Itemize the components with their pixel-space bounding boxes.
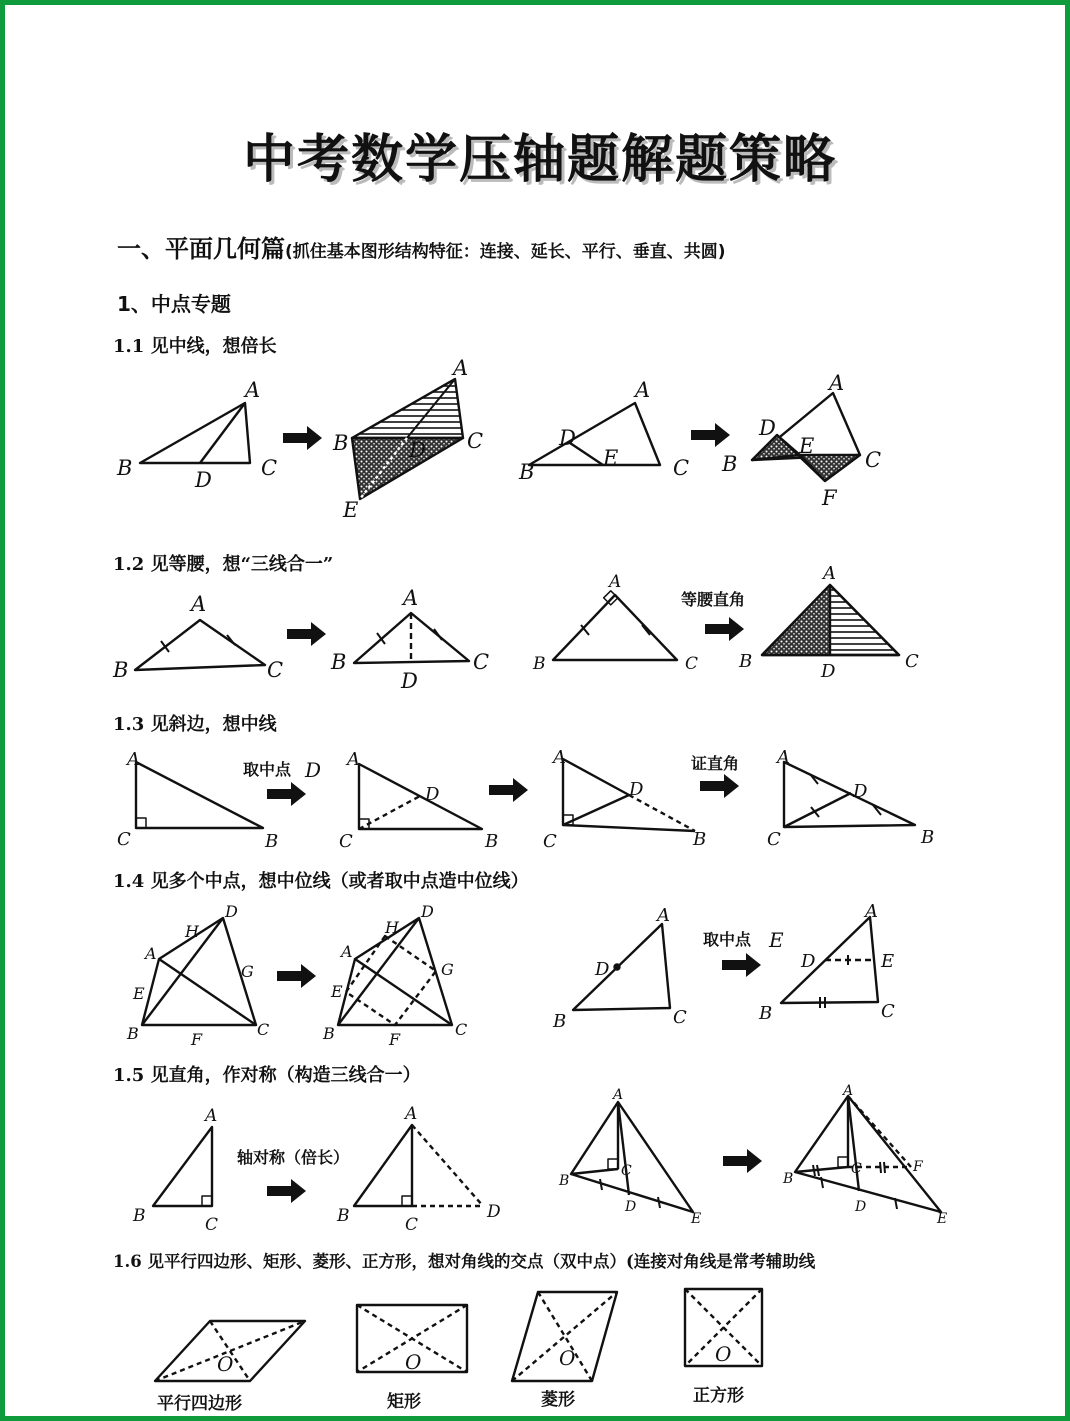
fig-1-1c <box>529 403 660 465</box>
annotation-take-midpoint: 取中点 <box>243 760 292 779</box>
topic-heading: 1、中点专题 <box>117 292 231 316</box>
label-c: C <box>905 651 919 672</box>
shape-name-square: 正方形 <box>693 1386 744 1406</box>
label-b: B <box>333 431 349 455</box>
label-b: B <box>921 827 935 848</box>
label-b: B <box>331 650 347 674</box>
label-a: A <box>127 749 140 770</box>
fig-1-1a <box>140 403 250 463</box>
fig-1-4c <box>573 924 670 1010</box>
label-f: F <box>822 486 837 510</box>
label-b: B <box>533 654 546 674</box>
label-b: B <box>519 460 535 484</box>
label-e: E <box>799 434 815 458</box>
annotation-take-midpoint: 取中点 <box>703 930 752 949</box>
label-h: H <box>185 922 199 941</box>
fig-1-2d <box>762 585 899 655</box>
subsection-1-1: 1.1 见中线，想倍长 <box>113 336 277 357</box>
label-d: D <box>559 426 576 450</box>
label-a: A <box>403 586 419 610</box>
fig-1-2c <box>553 591 677 660</box>
label-c: C <box>339 831 353 852</box>
label-c: C <box>267 658 284 682</box>
label-c: C <box>543 831 557 852</box>
label-b: B <box>117 456 133 480</box>
fig-1-4a <box>142 918 256 1025</box>
label-a: A <box>453 356 469 380</box>
annotation-axis-symmetry: 轴对称（倍长） <box>237 1148 350 1167</box>
arrow-icon <box>723 1149 762 1173</box>
label-d: D <box>401 669 418 693</box>
fig-1-5b <box>354 1125 483 1206</box>
label-d: D <box>305 758 322 782</box>
arrow-icon <box>283 426 322 450</box>
geometry-figures <box>5 5 1065 1416</box>
label-d: D <box>853 781 868 802</box>
label-a: A <box>341 942 353 961</box>
label-c: C <box>205 1215 219 1235</box>
label-c: C <box>881 1001 895 1022</box>
label-e: E <box>603 446 619 470</box>
label-a: A <box>553 747 566 768</box>
label-b: B <box>783 1171 794 1187</box>
label-b: B <box>133 1206 146 1226</box>
label-a: A <box>829 371 845 395</box>
label-c: C <box>117 829 131 850</box>
label-h: H <box>385 918 399 937</box>
label-e: E <box>343 498 359 522</box>
arrow-icon <box>267 782 306 806</box>
label-c: C <box>467 429 484 453</box>
label-d: D <box>487 1202 501 1222</box>
subsection-1-3: 1.3 见斜边，想中线 <box>113 714 277 735</box>
label-b: B <box>485 831 499 852</box>
shape-name-rectangle: 矩形 <box>387 1392 421 1412</box>
label-b: B <box>323 1024 335 1043</box>
label-b: B <box>722 452 738 476</box>
shape-name-rhombus: 菱形 <box>541 1390 575 1410</box>
label-c: C <box>405 1215 419 1235</box>
arrow-icon <box>691 423 730 447</box>
label-a: A <box>657 905 670 926</box>
fig-1-1b <box>352 379 463 499</box>
fig-1-2a <box>135 620 265 670</box>
subsection-1-2: 1.2 见等腰，想“三线合一” <box>113 554 334 575</box>
label-c: C <box>673 456 690 480</box>
fig-1-5a <box>153 1127 212 1206</box>
label-d: D <box>759 416 776 440</box>
label-d: D <box>625 1199 637 1215</box>
fig-1-5d <box>795 1096 941 1212</box>
label-c: C <box>865 448 882 472</box>
label-b: B <box>693 829 707 850</box>
label-o: O <box>715 1342 732 1366</box>
label-d: D <box>409 438 426 462</box>
arrow-icon <box>287 622 326 646</box>
label-c: C <box>621 1163 632 1179</box>
arrow-icon <box>489 778 528 802</box>
fig-1-2b <box>354 613 469 663</box>
label-f: F <box>389 1030 401 1049</box>
label-d: D <box>821 661 836 682</box>
subsection-1-5: 1.5 见直角，作对称（构造三线合一） <box>113 1065 421 1086</box>
arrow-group <box>267 423 762 1203</box>
label-a: A <box>405 1104 418 1124</box>
label-o: O <box>405 1350 422 1374</box>
label-d: D <box>855 1199 867 1215</box>
label-d: D <box>225 902 238 921</box>
label-b: B <box>759 1003 773 1024</box>
label-a: A <box>613 1087 624 1103</box>
fig-1-4d <box>781 917 878 1008</box>
arrow-icon <box>267 1179 306 1203</box>
label-b: B <box>739 651 753 672</box>
label-o: O <box>217 1352 234 1376</box>
label-e: E <box>691 1211 702 1227</box>
label-e: E <box>133 984 145 1003</box>
label-a: A <box>777 747 790 768</box>
label-b: B <box>559 1173 570 1189</box>
label-b: B <box>337 1206 350 1226</box>
label-g: G <box>441 960 454 979</box>
label-e: E <box>881 951 895 972</box>
section-heading-note: (抓住基本图形结构特征：连接、延长、平行、垂直、共圆) <box>285 242 726 262</box>
label-g: G <box>241 962 254 981</box>
subsection-1-6: 1.6 见平行四边形、矩形、菱形、正方形，想对角线的交点（双中点）(连接对角线是常考辅助线 <box>113 1252 816 1271</box>
label-c: C <box>685 654 699 674</box>
label-a: A <box>191 592 207 616</box>
subsection-1-4: 1.4 见多个中点，想中位线（或者取中点造中位线） <box>113 871 529 892</box>
annotation-isosceles-right: 等腰直角 <box>681 590 746 609</box>
arrow-icon <box>700 774 739 798</box>
label-d: D <box>629 779 644 800</box>
arrow-icon <box>722 953 761 977</box>
label-e: E <box>769 928 784 952</box>
label-d: D <box>425 784 440 805</box>
label-b: B <box>127 1024 139 1043</box>
label-f: F <box>913 1159 923 1175</box>
fig-1-5c <box>571 1102 693 1212</box>
label-a: A <box>609 572 622 592</box>
label-d: D <box>195 468 212 492</box>
label-a: A <box>245 378 261 402</box>
label-c: C <box>473 650 490 674</box>
label-a: A <box>843 1083 854 1099</box>
label-c: C <box>261 456 278 480</box>
label-c: C <box>767 829 781 850</box>
label-b: B <box>265 831 279 852</box>
label-a: A <box>635 378 651 402</box>
label-c: C <box>455 1020 468 1039</box>
arrow-icon <box>277 964 316 988</box>
label-b: B <box>113 658 129 682</box>
fig-1-3d <box>784 762 915 827</box>
label-c: C <box>257 1020 270 1039</box>
label-a: A <box>823 563 836 584</box>
label-a: A <box>347 749 360 770</box>
label-c: C <box>851 1161 862 1177</box>
label-f: F <box>191 1030 203 1049</box>
label-e: E <box>331 982 343 1001</box>
label-d: D <box>595 959 610 980</box>
label-d: D <box>801 951 816 972</box>
label-c: C <box>673 1007 687 1028</box>
fig-1-3b <box>359 764 482 829</box>
annotation-prove-right: 证直角 <box>691 754 740 773</box>
shape-name-parallelogram: 平行四边形 <box>157 1394 242 1414</box>
label-a: A <box>205 1106 218 1126</box>
label-d: D <box>421 902 434 921</box>
label-o: O <box>559 1346 576 1370</box>
label-e: E <box>937 1211 948 1227</box>
label-b: B <box>553 1011 567 1032</box>
arrow-icon <box>705 617 744 641</box>
section-heading-text: 一、平面几何篇 <box>117 235 285 263</box>
label-a: A <box>865 901 878 922</box>
page-title: 中考数学压轴题解题策略 <box>242 130 837 190</box>
label-a: A <box>145 944 157 963</box>
